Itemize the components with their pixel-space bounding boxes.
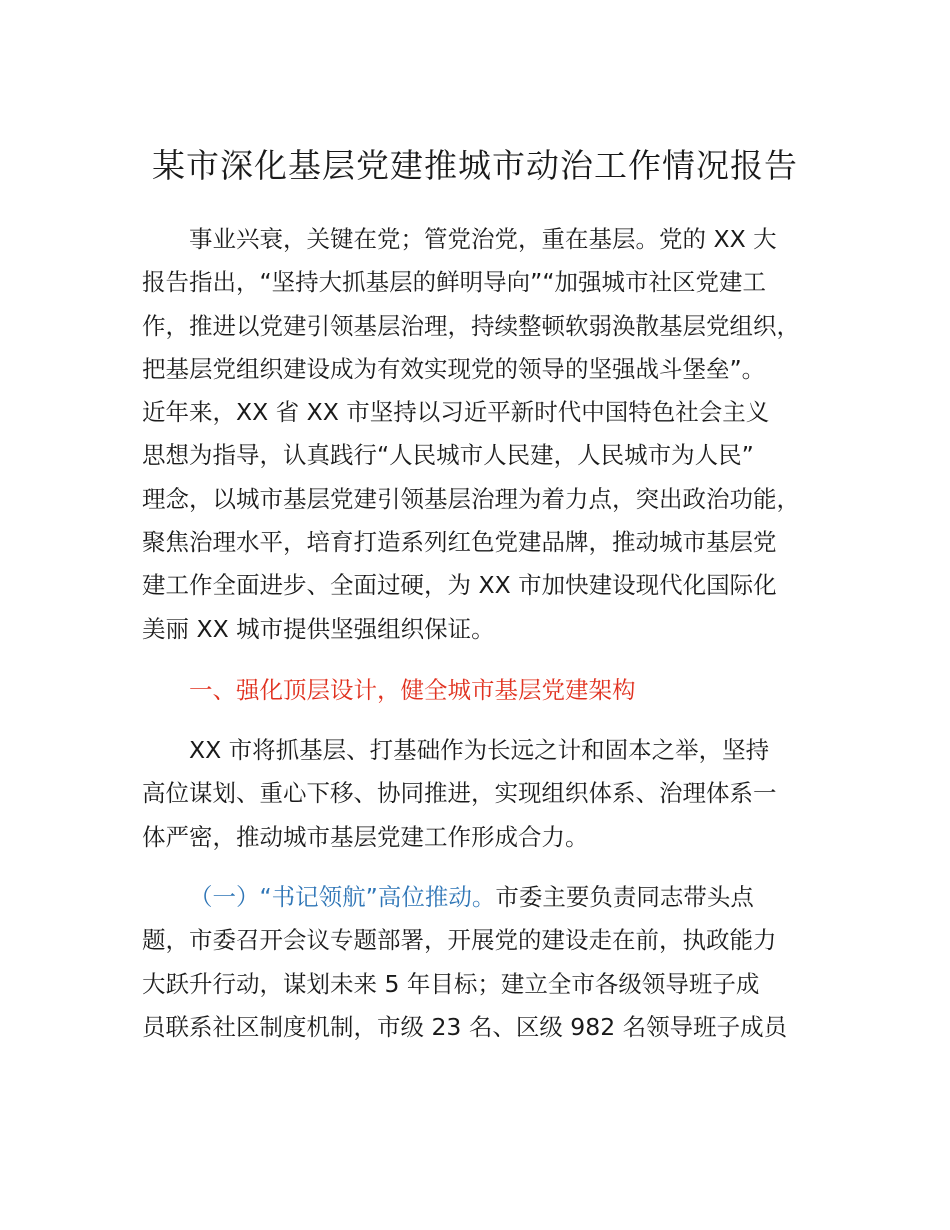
subsection1-line: 员联系社区制度机制，市级 23 名、区级 982 名领导班子成员 xyxy=(142,1012,788,1041)
subsection1-paragraph xyxy=(142,876,842,1049)
section-heading xyxy=(142,669,842,712)
section1-line: 高位谋划、重心下移、协同推进，实现组织体系、治理体系一 xyxy=(142,779,777,808)
intro-line: 作，推进以党建引领基层治理，持续整顿软弱涣散基层党组织， xyxy=(142,311,800,340)
subsection1-line: 大跃升行动，谋划未来 5 年目标；建立全市各级领导班子成 xyxy=(142,969,760,998)
intro-line: 理念，以城市基层党建引领基层治理为着力点，突出政治功能， xyxy=(142,484,800,513)
intro-line: 建工作全面进步、全面过硬，为 XX 市加快建设现代化国际化 xyxy=(142,571,777,600)
subsection1-line: 题，市委召开会议专题部署，开展党的建设走在前，执政能力 xyxy=(142,926,777,955)
section1-line: XX 市将抓基层、打基础作为长远之计和固本之举，坚持 xyxy=(189,736,770,764)
intro-line: 报告指出，“坚持大抓基层的鲜明导向”“加强城市社区党建工 xyxy=(142,268,767,297)
intro-line: 聚焦治理水平，培育打造系列红色党建品牌，推动城市基层党 xyxy=(142,528,777,557)
section1-line: 体严密，推动城市基层党建工作形成合力。 xyxy=(142,822,589,851)
intro-line: 美丽 XX 城市提供坚强组织保证。 xyxy=(142,614,495,643)
document-title: 某市深化基层党建推城市动治工作情况报告 xyxy=(152,146,798,185)
section1-paragraph xyxy=(142,729,842,859)
subsection-heading: （一）“书记领航”高位推动。 xyxy=(189,883,496,911)
section-heading-text: 一、强化顶层设计，健全城市基层党建架构 xyxy=(189,676,636,704)
intro-line: 事业兴衰，关键在党；管党治党，重在基层。党的 XX 大 xyxy=(189,225,777,253)
subsection1-first-line xyxy=(142,876,842,919)
intro-line: 把基层党组织建设成为有效实现党的领导的坚强战斗堡垒”。 xyxy=(142,354,766,383)
subsection1-first-line-rest: 市委主要负责同志带头点 xyxy=(495,883,754,911)
intro-paragraph xyxy=(142,218,842,651)
intro-line: 思想为指导，认真践行“人民城市人民建，人民城市为人民” xyxy=(142,441,754,470)
intro-line: 近年来，XX 省 XX 市坚持以习近平新时代中国特色社会主义 xyxy=(142,398,770,427)
